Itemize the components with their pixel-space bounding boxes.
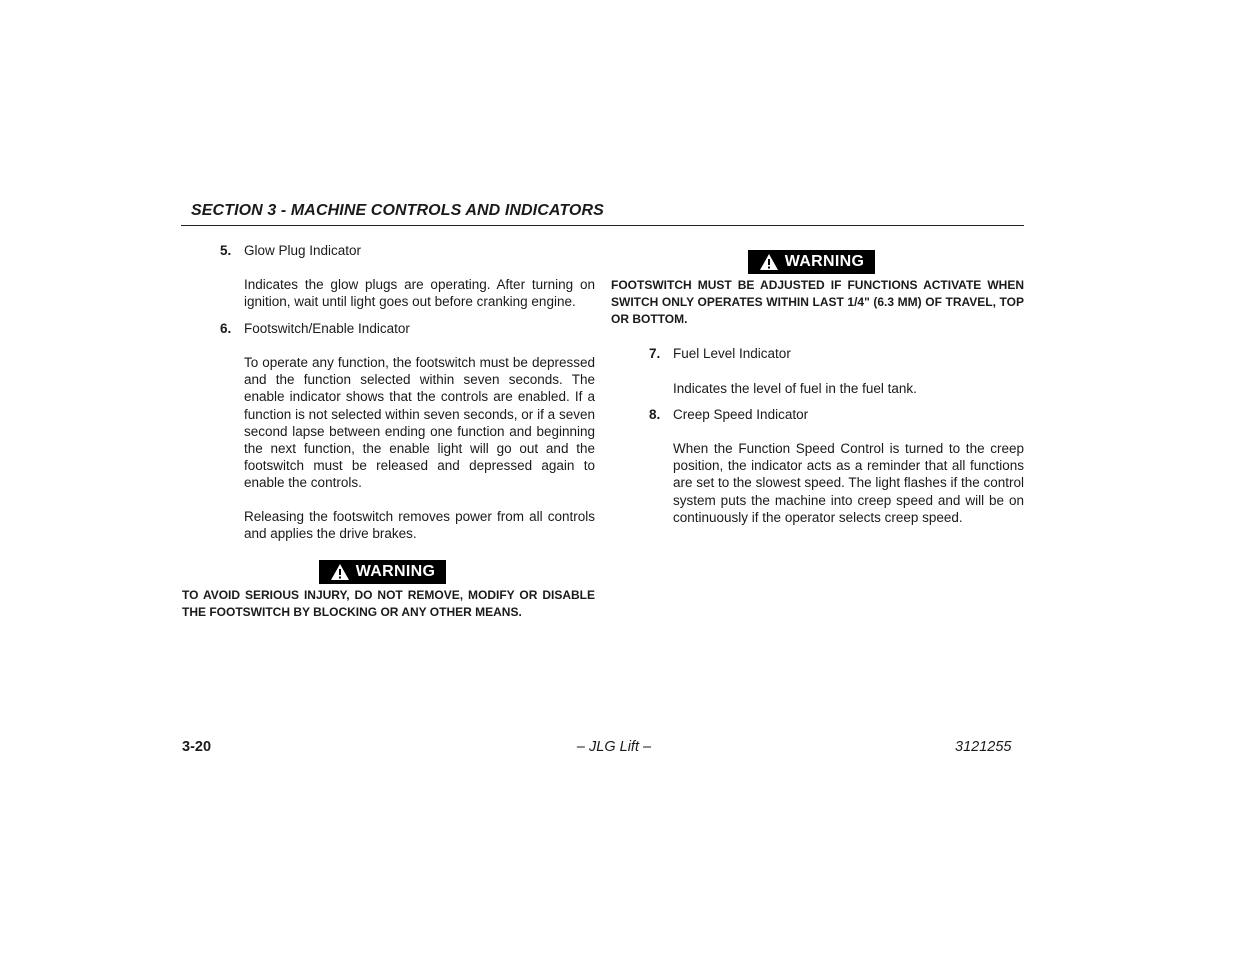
footer-publisher: – JLG Lift – xyxy=(576,739,652,755)
item-title: Fuel Level Indicator xyxy=(673,346,791,361)
footswitch-release-description: Releasing the footswitch removes power from all controls and applies the drive brakes. xyxy=(244,509,595,542)
item-creep-speed xyxy=(649,406,809,423)
item-glow-plug xyxy=(220,242,362,259)
item-number: 7. xyxy=(649,346,661,361)
page-number: 3-20 xyxy=(182,739,212,755)
warning-badge-left xyxy=(319,560,446,584)
item-number: 6. xyxy=(220,321,232,336)
warning-badge-right xyxy=(748,250,875,274)
item-title: Footswitch/Enable Indicator xyxy=(244,321,410,336)
header-rule xyxy=(181,225,1024,226)
document-number: 3121255 xyxy=(955,739,1012,755)
item-title: Creep Speed Indicator xyxy=(673,407,809,422)
fuel-level-description: Indicates the level of fuel in the fuel tank. xyxy=(673,381,917,396)
warning-label: WARNING xyxy=(784,253,865,270)
warning-triangle-icon xyxy=(759,253,779,271)
creep-speed-description: When the Function Speed Control is turned to the creep position, the indicator acts as a reminder that all functions are set to the slowest speed. The light flashes if the control system puts the machine into creep speed and will be on continuously if the operator selects creep speed. xyxy=(673,441,1024,525)
item-footswitch xyxy=(220,320,410,337)
item-title: Glow Plug Indicator xyxy=(244,243,362,258)
item-number: 5. xyxy=(220,243,232,258)
glow-plug-description: Indicates the glow plugs are operating. After turning on ignition, wait until light goes out before cranking engine. xyxy=(244,277,595,310)
item-number: 8. xyxy=(649,407,661,422)
section-title: SECTION 3 - MACHINE CONTROLS AND INDICATORS xyxy=(191,202,604,219)
warning-text-right: FOOTSWITCH MUST BE ADJUSTED IF FUNCTIONS ACTIVATE WHEN SWITCH ONLY OPERATES WITHIN LAST 1/4" (6.3 MM) OF TRAVEL, TOP OR BOTTOM. xyxy=(611,278,1024,327)
warning-triangle-icon xyxy=(330,563,350,581)
warning-label: WARNING xyxy=(355,563,436,580)
item-fuel-level xyxy=(649,345,791,362)
warning-text-left: TO AVOID SERIOUS INJURY, DO NOT REMOVE, MODIFY OR DISABLE THE FOOTSWITCH BY BLOCKING OR ANY OTHER MEANS. xyxy=(182,588,595,620)
footswitch-description: To operate any function, the footswitch must be depressed and the function selected within seven seconds. The enable indicator shows that the controls are enabled. If a function is not selected within seven seconds, or if a seven second lapse between ending one function and beginning the next function, the enable light will go out and the footswitch must be released and depressed again to enable the controls. xyxy=(244,355,595,491)
